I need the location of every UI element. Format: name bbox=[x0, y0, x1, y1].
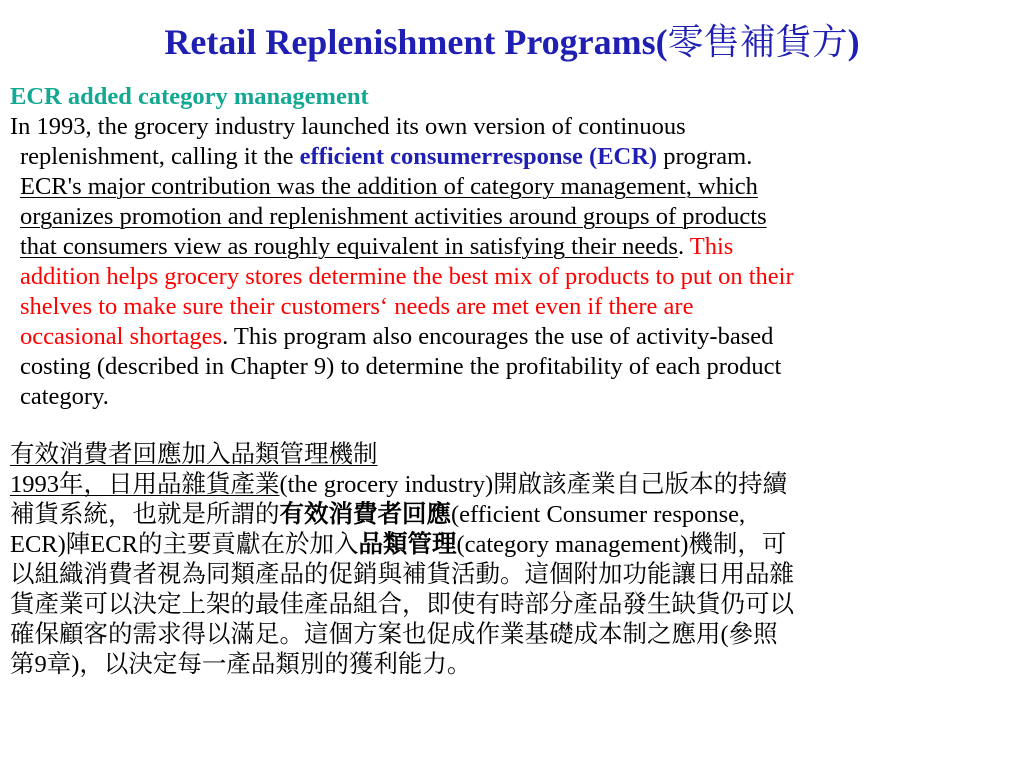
chinese-heading: 有效消費者回應加入品類管理機制 bbox=[10, 441, 378, 468]
chinese-line-1-a: 1993年，日用品雜貨產業 bbox=[10, 471, 280, 498]
chinese-line-1-b: (the grocery industry)開啟該產業自己版本的持續 bbox=[279, 471, 788, 498]
category-management-chinese-term: 品類管理 bbox=[358, 531, 457, 558]
english-line-9: costing (described in Chapter 9) to determine the profitability of each product bbox=[20, 353, 782, 380]
english-line-6: addition helps grocery stores determine the best mix of products to put on their bbox=[20, 263, 794, 290]
english-line-2 bbox=[20, 142, 752, 172]
english-line-5-c: This bbox=[689, 233, 734, 260]
title-close-paren: ) bbox=[847, 22, 860, 62]
page-title bbox=[0, 14, 1024, 65]
english-line-4: organizes promotion and replenishment activities around groups of products bbox=[20, 203, 767, 230]
english-line-8-b: . This program also encourages the use of activity-based bbox=[222, 323, 774, 350]
chinese-line-2 bbox=[10, 500, 745, 530]
chinese-line-7: 第9章)，以決定每一產品類別的獲利能力。 bbox=[10, 651, 472, 678]
english-line-3: ECR's major contribution was the addition of category management, which bbox=[20, 173, 758, 200]
chinese-line-3-a: ECR)陣ECR的主要貢獻在於加入 bbox=[10, 531, 359, 558]
chinese-line-4: 以組織消費者視為同類產品的促銷與補貨活動。這個附加功能讓日用品雜 bbox=[10, 561, 794, 588]
english-line-7: shelves to make sure their customers‘ needs are met even if there are bbox=[20, 293, 694, 320]
chinese-line-3-c: (category management)機制，可 bbox=[456, 531, 787, 558]
english-heading: ECR added category management bbox=[10, 83, 369, 110]
chinese-line-5: 貨產業可以決定上架的最佳產品組合，即使有時部分產品發生缺貨仍可以 bbox=[10, 591, 794, 618]
chinese-line-6: 確保顧客的需求得以滿足。這個方案也促成作業基礎成本制之應用(參照 bbox=[10, 621, 778, 648]
chinese-line-2-a: 補貨系統，也就是所謂的 bbox=[10, 501, 280, 528]
english-line-2-c: program. bbox=[657, 143, 753, 170]
english-line-8-a: occasional shortages bbox=[20, 323, 223, 350]
english-line-8 bbox=[20, 322, 773, 352]
english-line-5-a: that consumers view as roughly equivalent in satisfying their needs bbox=[20, 233, 678, 260]
english-line-1: In 1993, the grocery industry launched its own version of continuous bbox=[10, 113, 686, 140]
english-line-10: category. bbox=[20, 383, 109, 410]
english-line-5 bbox=[20, 232, 733, 262]
chinese-line-2-c: (efficient Consumer response, bbox=[451, 501, 746, 528]
english-line-2-a: replenishment, calling it the bbox=[20, 143, 300, 170]
ecr-term: efficient consumerresponse (ECR) bbox=[299, 143, 658, 170]
chinese-line-1 bbox=[10, 470, 787, 500]
chinese-line-3 bbox=[10, 530, 786, 560]
title-chinese: 零售補貨方 bbox=[667, 22, 848, 62]
ecr-chinese-term: 有效消費者回應 bbox=[279, 501, 451, 528]
title-english: Retail Replenishment Programs( bbox=[164, 22, 668, 62]
english-line-5-b: . bbox=[677, 233, 690, 260]
